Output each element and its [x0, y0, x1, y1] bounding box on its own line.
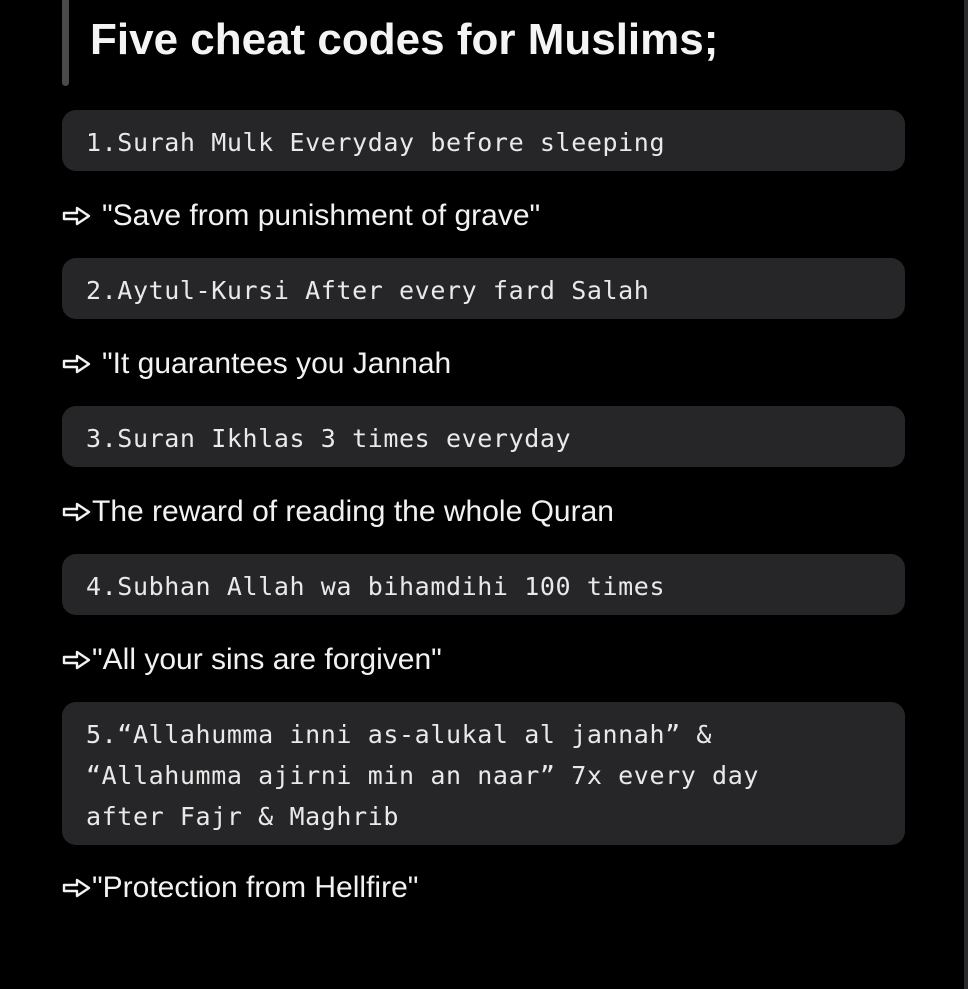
right-arrow-outline-icon [62, 649, 92, 671]
benefit-text: The reward of reading the whole Quran [92, 495, 614, 528]
benefit-line-4 [62, 640, 442, 680]
benefit-line-2 [62, 344, 451, 384]
page-title: Five cheat codes for Muslims; [90, 15, 719, 64]
code-block-1: 1.Surah Mulk Everyday before sleeping [62, 110, 905, 171]
code-block-2: 2.Aytul-Kursi After every fard Salah [62, 258, 905, 319]
benefit-line-5 [62, 868, 418, 908]
benefit-text: "Protection from Hellfire" [92, 871, 419, 904]
right-arrow-outline-icon [62, 501, 92, 523]
benefit-line-1 [62, 196, 540, 236]
code-block-5: 5.“Allahumma inni as-alukal al jannah” & “Allahumma ajirni min an naar” 7x every day after Fajr & Maghrib [62, 702, 905, 845]
quote-bar [62, 0, 69, 86]
right-arrow-outline-icon [62, 205, 92, 227]
benefit-text: "All your sins are forgiven" [92, 643, 442, 676]
code-block-4: 4.Subhan Allah wa bihamdihi 100 times [62, 554, 905, 615]
benefit-line-3 [62, 492, 614, 532]
code-block-3: 3.Suran Ikhlas 3 times everyday [62, 406, 905, 467]
scroll-edge [964, 0, 968, 989]
right-arrow-outline-icon [62, 877, 92, 899]
benefit-text: "Save from punishment of grave" [102, 199, 541, 232]
benefit-text: "It guarantees you Jannah [102, 347, 452, 380]
right-arrow-outline-icon [62, 353, 92, 375]
